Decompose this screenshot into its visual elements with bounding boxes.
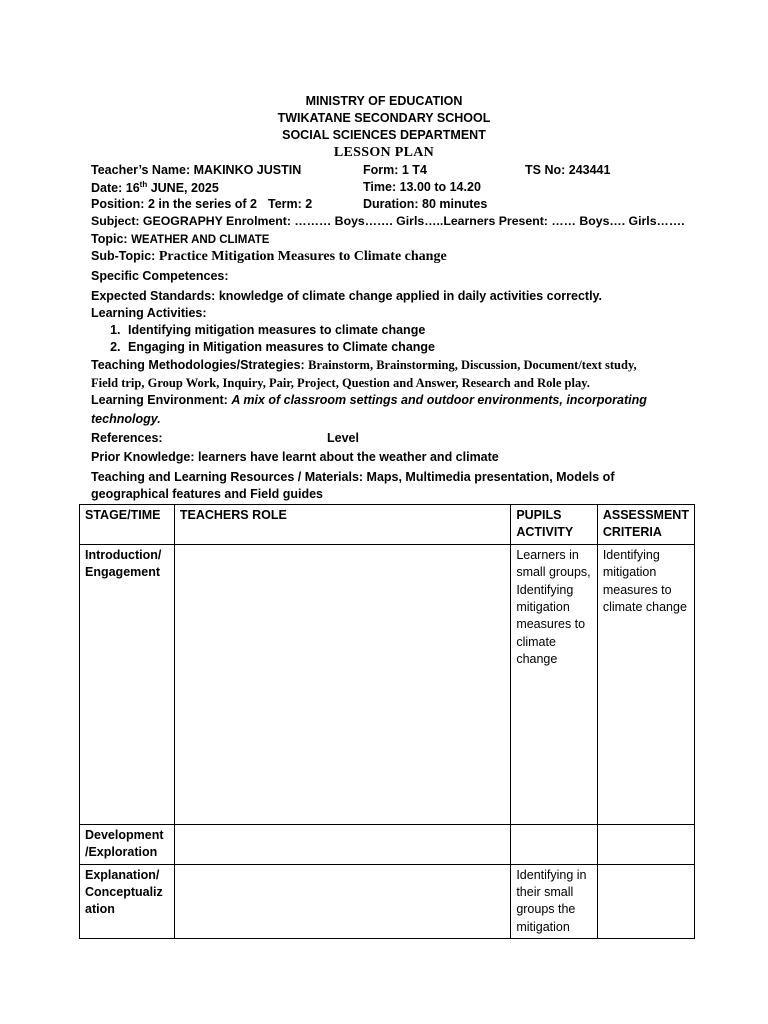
pupils-activity-cell: Learners in small groups, Identifying mitigation measures to climate change	[511, 544, 598, 824]
table-header-row	[80, 505, 695, 545]
date-suffix: th	[139, 180, 148, 189]
header-teachers-role: TEACHERS ROLE	[174, 505, 510, 545]
subtopic-label: Sub-Topic:	[91, 249, 156, 263]
teacher-role-cell	[174, 544, 510, 824]
subject-line: Subject: GEOGRAPHY Enrolment: ……… Boys……. Girls…..Learners Present: …… Boys…. Girls…….	[91, 214, 685, 228]
topic-value: WEATHER AND CLIMATE	[131, 234, 270, 246]
stage-cell: Introduction/ Engagement	[80, 544, 175, 824]
header-stage-time: STAGE/TIME	[80, 505, 175, 545]
time-field: Time: 13.00 to 14.20	[363, 180, 481, 194]
teacher-label: Teacher’s Name:	[91, 163, 191, 177]
assessment-cell	[597, 824, 694, 864]
environment-line	[91, 393, 647, 407]
subtopic-line	[91, 249, 447, 265]
level-label: Level	[327, 431, 359, 445]
methodologies-values: Brainstorm, Brainstorming, Discussion, Document/text study,	[308, 358, 637, 372]
resources-continued: geographical features and Field guides	[91, 487, 323, 501]
topic-line	[91, 232, 269, 246]
pupils-activity-cell: Identifying in their small groups the mitigation	[511, 864, 598, 939]
position-field: Position: 2 in the series of 2	[91, 197, 258, 211]
teacher-name: MAKINKO JUSTIN	[193, 163, 302, 177]
term-field: Term: 2	[268, 197, 313, 211]
page-title: LESSON PLAN	[333, 145, 435, 160]
school-heading: TWIKATANE SECONDARY SCHOOL	[277, 111, 491, 125]
topic-label: Topic:	[91, 232, 128, 246]
subtopic-value: Practice Mitigation Measures to Climate change	[158, 249, 447, 264]
methodologies-label: Teaching Methodologies/Strategies:	[91, 358, 305, 372]
lesson-plan-table	[79, 504, 695, 939]
pupils-activity-cell	[511, 824, 598, 864]
environment-value: A mix of classroom settings and outdoor environments, incorporating	[231, 393, 647, 407]
duration-field: Duration: 80 minutes	[363, 197, 488, 211]
learning-activities-label: Learning Activities:	[91, 306, 207, 320]
header-pupils-activity: PUPILS ACTIVITY	[511, 505, 598, 545]
environment-continued: technology.	[91, 412, 161, 426]
assessment-cell: Identifying mitigation measures to climate change	[597, 544, 694, 824]
table-row	[80, 544, 695, 824]
teacher-role-cell	[174, 824, 510, 864]
form-field: Form: 1 T4	[363, 163, 427, 177]
date-rest: JUNE, 2025	[150, 181, 219, 196]
list-item: 1. Identifying mitigation measures to climate change	[124, 322, 435, 339]
date-label: Date:	[91, 181, 123, 196]
header-assessment-criteria: ASSESSMENT CRITERIA	[597, 505, 694, 545]
references-label: References:	[91, 431, 163, 445]
department-heading: SOCIAL SCIENCES DEPARTMENT	[282, 128, 486, 142]
list-item: 2. Engaging in Mitigation measures to Climate change	[124, 339, 435, 356]
teacher-role-cell	[174, 864, 510, 939]
ts-number: TS No: 243441	[525, 163, 611, 177]
ministry-heading: MINISTRY OF EDUCATION	[305, 94, 463, 108]
prior-knowledge: Prior Knowledge: learners have learnt about the weather and climate	[91, 450, 499, 464]
date-day: 16	[125, 181, 140, 196]
stage-cell: Development /Exploration	[80, 824, 175, 864]
environment-label: Learning Environment:	[91, 393, 228, 407]
methodologies-line	[91, 358, 637, 373]
table-row	[80, 824, 695, 864]
resources-line: Teaching and Learning Resources / Materials: Maps, Multimedia presentation, Models of	[91, 470, 615, 484]
date-line	[91, 180, 219, 195]
teacher-line	[91, 163, 301, 177]
specific-competences: Specific Competences:	[91, 269, 229, 283]
assessment-cell	[597, 864, 694, 939]
table-row	[80, 864, 695, 939]
stage-cell: Explanation/ Conceptualization	[80, 864, 175, 939]
methodologies-continued: Field trip, Group Work, Inquiry, Pair, Project, Question and Answer, Research and Role play.	[91, 376, 590, 390]
expected-standards: Expected Standards: knowledge of climate change applied in daily activities correctly.	[91, 289, 603, 303]
learning-activities-list	[104, 322, 435, 356]
